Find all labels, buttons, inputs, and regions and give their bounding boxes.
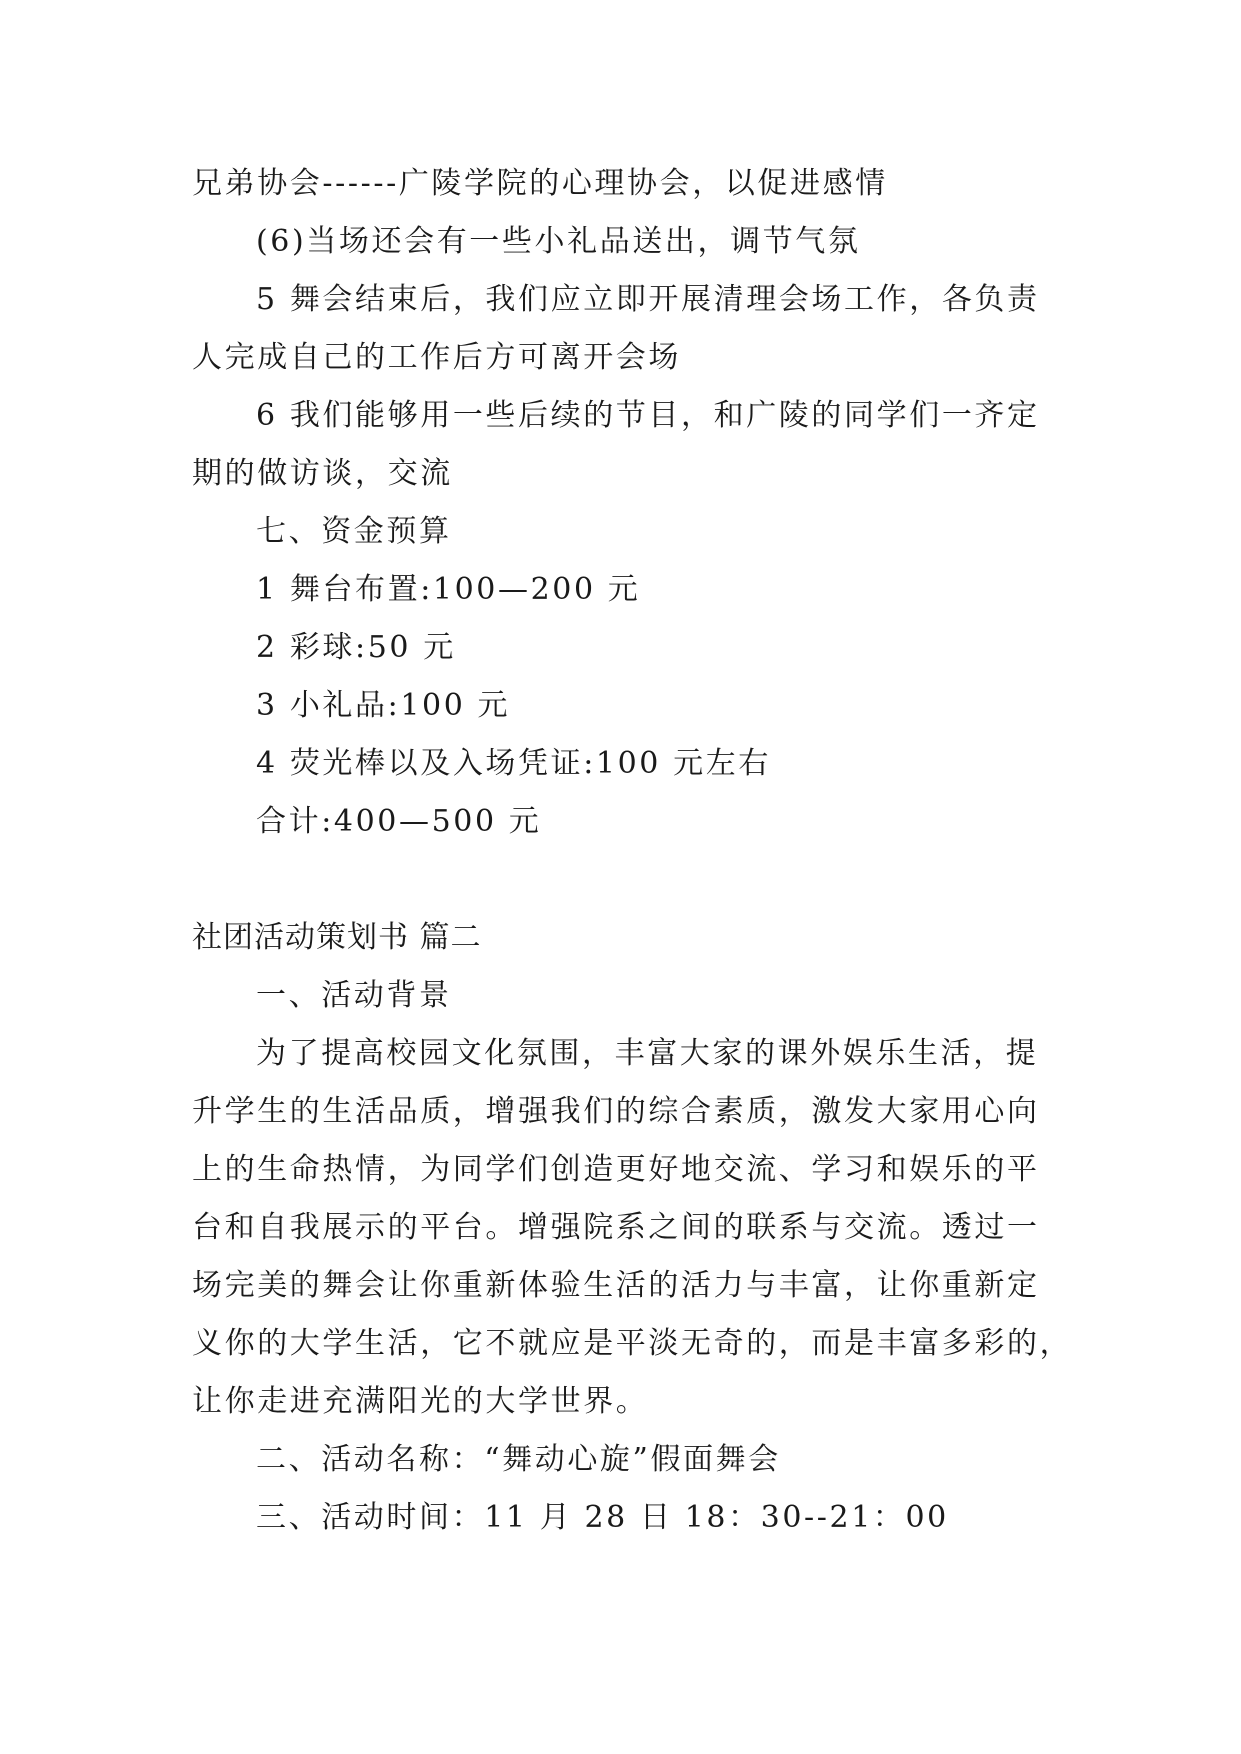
- paragraph-line: 为了提高校园文化氛围，丰富大家的课外娱乐生活，提: [256, 1036, 1039, 1071]
- budget-item: 1 舞台布置:100—200 元: [256, 572, 641, 607]
- section-heading: 一、活动背景: [256, 978, 452, 1013]
- section-heading: 七、资金预算: [256, 514, 452, 549]
- section-heading: 三、活动时间：11 月 28 日 18：30--21：00: [256, 1500, 949, 1535]
- paragraph-line: (6)当场还会有一些小礼品送出，调节气氛: [256, 224, 861, 259]
- paragraph-line: 让你走进充满阳光的大学世界。: [192, 1384, 649, 1419]
- paragraph-line: 6 我们能够用一些后续的节目，和广陵的同学们一齐定: [256, 398, 1040, 433]
- paragraph-line: 台和自我展示的平台。增强院系之间的联系与交流。透过一: [192, 1210, 1040, 1245]
- budget-item: 2 彩球:50 元: [256, 630, 456, 665]
- budget-item: 3 小礼品:100 元: [256, 688, 511, 723]
- paragraph-line: 升学生的生活品质，增强我们的综合素质，激发大家用心向: [192, 1094, 1040, 1129]
- paragraph-line: 兄弟协会------广陵学院的心理协会，以促进感情: [192, 166, 888, 201]
- section-heading: 二、活动名称：“舞动心旋”假面舞会: [256, 1442, 781, 1477]
- paragraph-line: 上的生命热情，为同学们创造更好地交流、学习和娱乐的平: [192, 1152, 1040, 1187]
- paragraph-line: 场完美的舞会让你重新体验生活的活力与丰富，让你重新定: [192, 1268, 1040, 1303]
- paragraph-line: 期的做访谈，交流: [192, 456, 453, 491]
- document-title: 社团活动策划书 篇二: [192, 920, 482, 955]
- paragraph-line: 5 舞会结束后，我们应立即开展清理会场工作，各负责: [256, 282, 1040, 317]
- budget-total: 合计:400—500 元: [256, 804, 542, 839]
- paragraph-line: 人完成自己的工作后方可离开会场: [192, 340, 681, 375]
- budget-item: 4 荧光棒以及入场凭证:100 元左右: [256, 746, 771, 781]
- paragraph-line: 义你的大学生活，它不就应是平淡无奇的，而是丰富多彩的，: [192, 1326, 1073, 1361]
